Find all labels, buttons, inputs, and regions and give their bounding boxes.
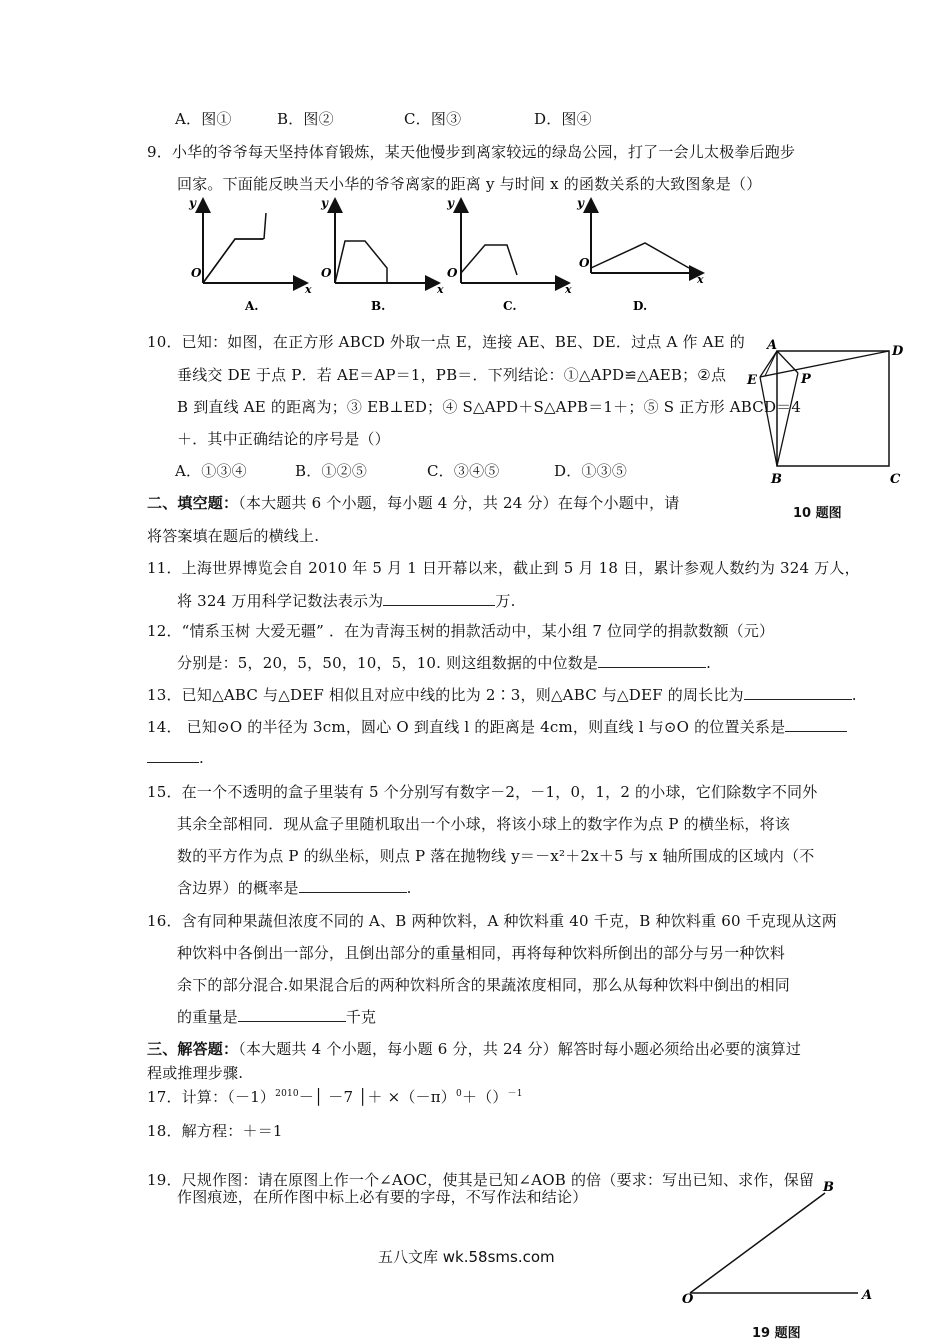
q9-graph-b-y: y (321, 196, 328, 210)
q9-graph-d-o: O (579, 256, 590, 270)
q9-graph-a-x: x (305, 283, 312, 296)
q9-graph-a-y: y (189, 196, 196, 210)
q10-label-c: C (890, 472, 901, 487)
q16-line-3: 余下的部分混合.如果混合后的两种饮料所含的果蔬浓度相同，那么从每种饮料中倒出的相同 (177, 976, 790, 994)
q14-line-2 (147, 748, 204, 767)
q15-text: 含边界）的概率是 (177, 879, 299, 897)
q12-line-1: 12．“情系玉树 大爱无疆” ．在为青海玉树的捐款活动中，某小组 7 位同学的捐款数额（元） (147, 622, 775, 640)
q19-line-2: 作图痕迹，在所作图中标上必有要的字母，不写作法和结论） (177, 1188, 588, 1206)
q10-line-2: 垂线交 DE 于点 P．若 AE＝AP＝1，PB＝．下列结论：①△APD≌△AEB；②点 (177, 366, 727, 384)
q10-line-3: B 到直线 AE 的距离为；③ EB⊥ED；④ S△APD＋S△APB＝1＋；⑤ S 正方形 ABCD＝4 (177, 398, 802, 416)
q11-line-2 (177, 590, 516, 611)
q9-graph-a (188, 196, 312, 313)
q9-line-2: 回家。下面能反映当天小华的爷爷离家的距离 y 与时间 x 的函数关系的大致图象是（） (177, 175, 762, 193)
q11-answer-blank[interactable] (383, 591, 495, 606)
q9-graph-d-label: D. (633, 299, 648, 313)
q17-line (147, 1086, 523, 1107)
q15-line-4 (177, 877, 412, 898)
section-3-line-2: 程或推理步骤. (147, 1064, 244, 1082)
q9-graph-c-label: C. (503, 299, 517, 313)
q9-line-1: 9．小华的爷爷每天坚持体育锻炼，某天他慢步到离家较远的绿岛公园，打了一会儿太极拳后跑步 (147, 143, 796, 161)
q9-graph-b-o: O (321, 266, 332, 280)
q18-line: 18．解方程：＋＝1 (147, 1122, 283, 1140)
q15-line-1: 15．在一个不透明的盒子里装有 5 个分别写有数字－2，－1，0，1，2 的小球，它们除数字不同外 (147, 783, 818, 801)
q19-label-a: A (862, 1288, 873, 1303)
q9-graph-c-x: x (565, 283, 572, 296)
q17-exp-1: 2010 (275, 1089, 299, 1099)
q11-text: 将 324 万用科学记数法表示为 (177, 592, 384, 610)
q14-text: 14． 已知⊙O 的半径为 3cm，圆心 O 到直线 l 的距离是 4cm，则直线 l 与⊙O 的位置关系是 (147, 718, 786, 736)
section-3-line-1 (147, 1038, 801, 1059)
q13-answer-blank[interactable] (744, 685, 852, 700)
q8-option-d: D．图④ (534, 110, 592, 128)
q17-exp-3: －1 (507, 1089, 523, 1099)
q12-line-2 (177, 652, 711, 673)
q10-options (175, 460, 627, 481)
section-3-desc: （本大题共 4 个小题，每小题 6 分，共 24 分）解答时每小题必须给出必要的演算过 (238, 1040, 802, 1058)
q16-text: 的重量是 (177, 1008, 238, 1026)
q16-unit: 千克 (345, 1008, 377, 1026)
q9-graph-a-o: O (191, 266, 202, 280)
q9-graph-d-x: x (697, 273, 704, 286)
q10-option-c: C．③④⑤ (427, 462, 500, 480)
q9-graph-d-y: y (577, 196, 584, 210)
section-2-desc: （本大题共 6 个小题，每小题 4 分，共 24 分）在每个小题中，请 (238, 494, 680, 512)
q16-line-4 (177, 1006, 376, 1027)
q14-answer-blank-2[interactable] (147, 748, 199, 763)
q14-end: . (199, 749, 204, 767)
q12-answer-blank[interactable] (598, 653, 706, 668)
q13-line (147, 684, 857, 705)
q16-answer-blank[interactable] (238, 1007, 346, 1022)
q13-end: . (851, 686, 857, 704)
q10-line-1: 10．已知：如图，在正方形 ABCD 外取一点 E，连接 AE、BE、DE．过点 A 作 AE 的 (147, 333, 745, 351)
q8-option-a: A．图① (175, 110, 232, 128)
q8-option-c: C．图③ (404, 110, 462, 128)
q10-line-4: ＋．其中正确结论的序号是（） (177, 430, 390, 448)
q9-graph-c-y: y (447, 196, 454, 210)
q9-graph-b-label: B. (371, 299, 386, 313)
q17-text-1: 17．计算：（－1） (147, 1088, 276, 1106)
q9-graph-c-o: O (447, 266, 458, 280)
footer-watermark: 五八文库 wk.58sms.com (378, 1248, 555, 1266)
section-2-line-1 (147, 492, 680, 513)
q9-graph-c (446, 196, 572, 313)
q9-graph-a-label: A. (245, 299, 259, 313)
q10-option-b: B．①②⑤ (295, 462, 368, 480)
q11-unit: 万. (495, 592, 516, 610)
q10-label-d: D (892, 344, 904, 359)
q10-label-e: E (747, 373, 757, 388)
q9-graph-b (320, 196, 444, 313)
q10-option-d: D．①③⑤ (554, 462, 628, 480)
q15-end: . (406, 879, 412, 897)
q9-graphs (185, 195, 715, 320)
q19-figure (680, 1175, 880, 1305)
section-2-title: 二、填空题： (147, 494, 239, 512)
q10-label-p: P (801, 372, 811, 387)
q17-exp-2: 0 (456, 1089, 462, 1099)
q14-answer-blank-1[interactable] (785, 717, 847, 732)
q9-graph-d (576, 196, 704, 313)
q12-end: . (706, 654, 712, 672)
q19-label-o: O (682, 1292, 694, 1305)
q8-options (175, 108, 592, 129)
q10-caption: 10 题图 (793, 506, 842, 521)
q19-caption: 19 题图 (752, 1326, 801, 1341)
q10-option-a: A．①③④ (175, 462, 247, 480)
q19-label-b: B (823, 1180, 834, 1195)
section-2-line-2: 将答案填在题后的横线上. (147, 527, 320, 545)
q15-line-2: 其余全部相同．现从盒子里随机取出一个小球，将该小球上的数字作为点 P 的横坐标，将该 (177, 815, 791, 833)
q16-line-1: 16．含有同种果蔬但浓度不同的 A、B 两种饮料，A 种饮料重 40 千克，B 种饮料重 60 千克现从这两 (147, 912, 837, 930)
q12-text: 分别是：5，20，5，50，10，5，10. 则这组数据的中位数是 (177, 654, 599, 672)
q9-graph-b-x: x (437, 283, 444, 296)
q14-line-1 (147, 716, 847, 737)
q10-figure (745, 333, 910, 523)
q19-line-1: 19．尺规作图：请在原图上作一个∠AOC，使其是已知∠AOB 的倍（要求：写出已知、求作，保留 (147, 1171, 815, 1189)
q17-text-3: ＋（） (461, 1088, 508, 1106)
q15-line-3: 数的平方作为点 P 的纵坐标，则点 P 落在抛物线 y＝－x²＋2x＋5 与 x 轴所围成的区域内（不 (177, 847, 815, 865)
section-3-title: 三、解答题： (147, 1040, 239, 1058)
q10-label-a: A (767, 338, 778, 353)
q10-label-b: B (771, 472, 782, 487)
q13-text: 13．已知△ABC 与△DEF 相似且对应中线的比为 2∶3，则△ABC 与△DEF 的周长比为 (147, 686, 744, 704)
q8-option-b: B．图② (277, 110, 334, 128)
q16-line-2: 种饮料中各倒出一部分，且倒出部分的重量相同，再将每种饮料所倒出的部分与另一种饮料 (177, 944, 786, 962)
q17-text-2: －│ －7 │＋ ×（－π） (298, 1088, 456, 1106)
q11-line-1: 11．上海世界博览会自 2010 年 5 月 1 日开幕以来，截止到 5 月 18 日，累计参观人数约为 324 万人， (147, 559, 860, 577)
q15-answer-blank[interactable] (299, 878, 407, 893)
